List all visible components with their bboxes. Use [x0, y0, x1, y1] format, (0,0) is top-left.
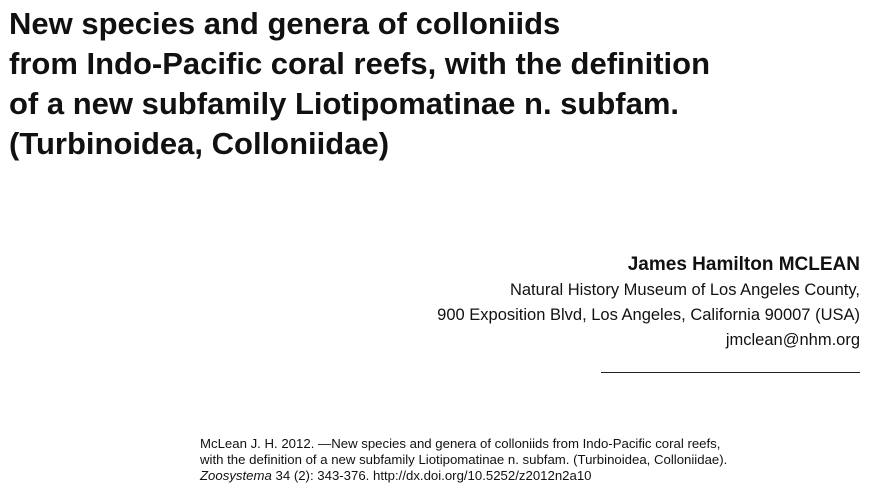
affiliation-line: Natural History Museum of Los Angeles County, — [509, 281, 860, 299]
author-block — [437, 252, 860, 353]
citation-line: with the definition of a new subfamily Liotipomatinae n. subfam. (Turbinoidea, Colloniidae). — [200, 452, 728, 467]
author-name: James Hamilton MCLEAN — [627, 254, 860, 275]
title-line: (Turbinoidea, Colloniidae) — [9, 126, 390, 161]
title-line: of a new subfamily Liotipomatinae n. subfam. — [9, 86, 680, 121]
citation — [200, 436, 860, 484]
citation-volume-doi: 34 (2): 343-376. http://dx.doi.org/10.5252/z2012n2a10 — [271, 468, 592, 483]
citation-line — [200, 468, 860, 484]
citation-line: McLean J. H. 2012. —New species and genera of colloniids from Indo-Pacific coral reefs, — [200, 436, 721, 451]
paper-title — [9, 4, 869, 164]
divider-rule — [601, 372, 860, 373]
title-line: from Indo-Pacific coral reefs, with the definition — [9, 46, 711, 81]
author-email: jmclean@nhm.org — [725, 331, 860, 349]
journal-name: Zoosystema — [200, 468, 272, 483]
title-line: New species and genera of colloniids — [9, 6, 561, 41]
affiliation-line: 900 Exposition Blvd, Los Angeles, California 90007 (USA) — [437, 306, 860, 324]
